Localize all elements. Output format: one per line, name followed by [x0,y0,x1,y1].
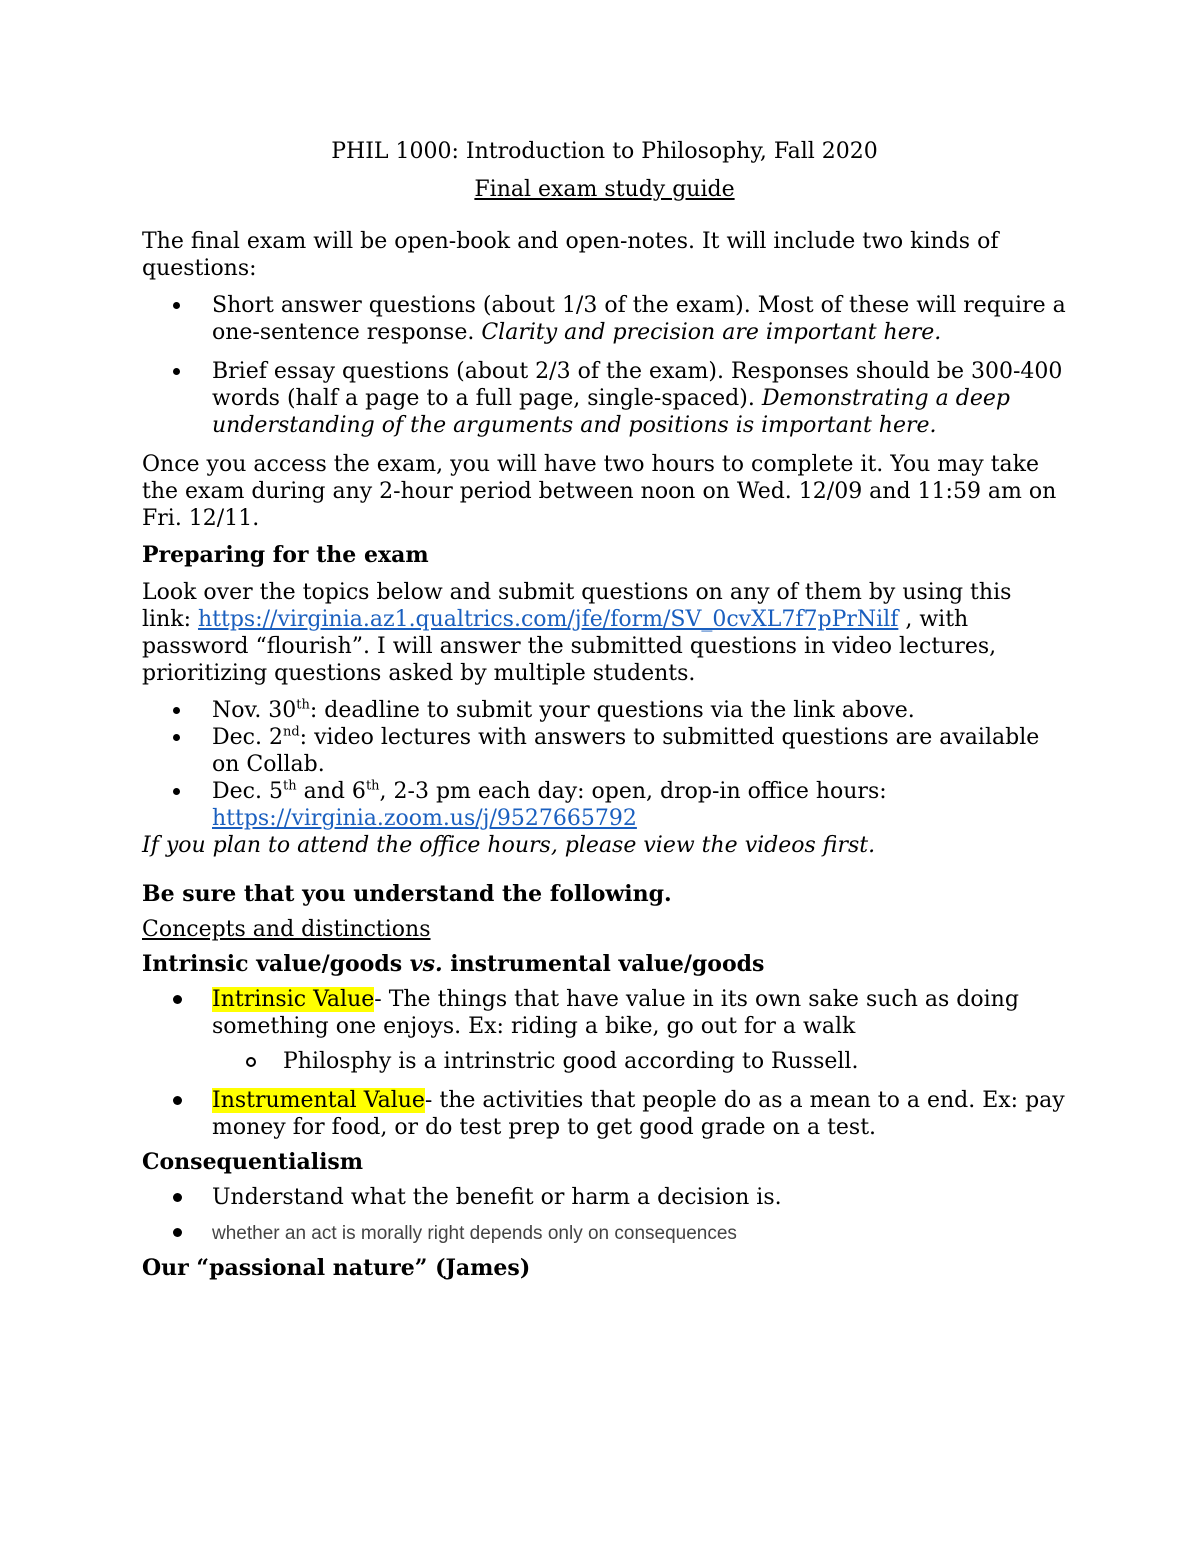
list-item: Brief essay questions (about 2/3 of the exam). Responses should be 300-400 words (half a page to a full page, single-spaced). Demonstrating a deep understanding of the arguments and positions is important here. [142,358,1067,439]
preparing-paragraph: Look over the topics below and submit questions on any of them by using this link: https://virginia.az1.qualtrics.com/jfe/form/SV_0cvXL7f7pPrNilf , with password “flourish”. I will answer the submitted questions in video lectures, prioritizing questions asked by multiple students. [142,580,1012,686]
list-item: whether an act is morally right depends only on consequences [142,1219,1067,1247]
dates-list [142,697,1067,832]
value-list [142,986,1067,1141]
document-title: PHIL 1000: Introduction to Philosophy, Fall 2020 [331,139,878,164]
timing-paragraph: Once you access the exam, you will have two hours to complete it. You may take the exam during any 2-hour period between noon on Wed. 12/09 and 11:59 am on Fri. 12/11. [142,452,1057,531]
document-body [142,138,1067,1282]
emphasis-text: Demonstrating a deep understanding of the arguments and positions is important here. [212,386,1010,438]
zoom-link[interactable]: https://virginia.zoom.us/j/9527665792 [212,806,637,831]
sub-list-item: Philosphy is a intrinstric good according to Russell. [142,1048,1067,1075]
concepts-section-heading: Concepts and distinctions [142,917,431,942]
list-item: Instrumental Value- the activities that people do as a mean to a end. Ex: pay money for food, or do test prep to get good grade on a test. [142,1087,1067,1141]
document-subtitle: Final exam study guide [474,177,735,202]
emphasis-text: Clarity and precision are important here. [481,320,942,345]
topic-heading-consequentialism: Consequentialism [142,1149,364,1175]
list-item: Understand what the benefit or harm a decision is. [142,1184,1067,1211]
question-types-list [142,292,1067,439]
office-hours-note: If you plan to attend the office hours, please view the videos first. [142,833,876,858]
highlighted-term: Intrinsic Value [212,987,375,1012]
topic-heading-passional-nature: Our “passional nature” (James) [142,1255,531,1281]
consequentialism-list [142,1184,1067,1247]
list-item: Dec. 2nd: video lectures with answers to submitted questions are available on Collab. [142,724,1067,778]
list-item: Dec. 5th and 6th, 2-3 pm each day: open, drop-in office hours: https://virginia.zoom.us/j/9527665792 [142,778,1067,832]
topic-heading-value: Intrinsic value/goods vs. instrumental value/goods [142,951,765,977]
list-item: Intrinsic Value- The things that have value in its own sake such as doing something one enjoys. Ex: riding a bike, go out for a walk [142,986,1067,1040]
preparing-heading: Preparing for the exam [142,542,429,568]
list-item: Nov. 30th: deadline to submit your questions via the link above. [142,697,1067,724]
highlighted-term: Instrumental Value [212,1088,425,1113]
intro-paragraph: The final exam will be open-book and open-notes. It will include two kinds of questions: [142,229,999,281]
qualtrics-link[interactable]: https://virginia.az1.qualtrics.com/jfe/form/SV_0cvXL7f7pPrNilf [197,607,899,632]
list-item: Short answer questions (about 1/3 of the exam). Most of these will require a one-sentence response. Clarity and precision are important here. [142,292,1067,346]
understand-heading: Be sure that you understand the following. [142,881,672,907]
